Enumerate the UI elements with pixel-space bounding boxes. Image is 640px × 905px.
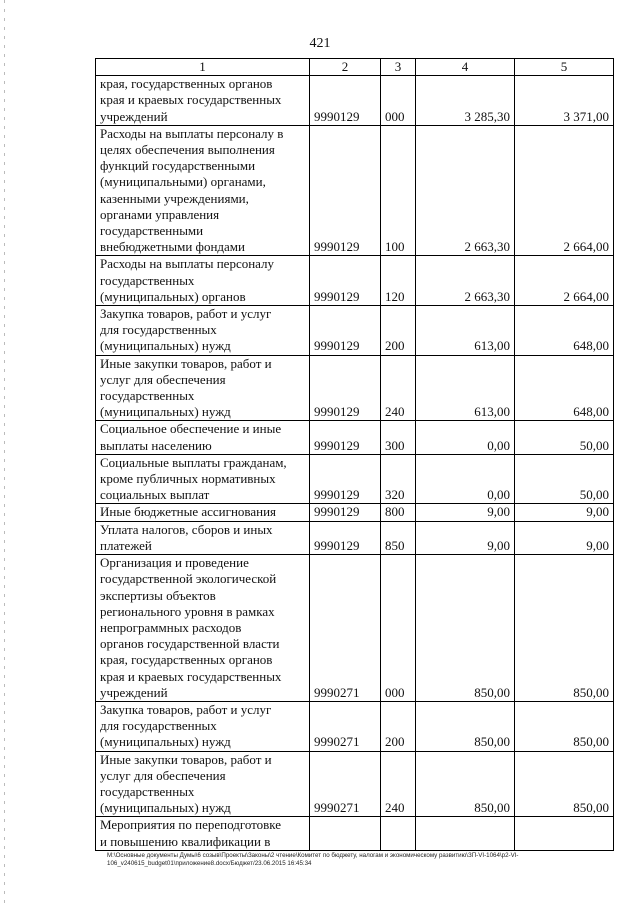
description-line: органами управления	[100, 206, 220, 222]
row-description	[96, 76, 310, 126]
expense-type-code: 240	[381, 751, 416, 817]
header-row	[96, 59, 614, 76]
amount-col4: 613,00	[416, 306, 515, 356]
description-line: учреждений	[100, 684, 168, 700]
description-line: учреждений	[100, 108, 168, 124]
row-description	[96, 751, 310, 817]
amount-col5: 3 371,00	[515, 76, 614, 126]
target-article-code: 9990129	[310, 306, 381, 356]
target-article-code: 9990129	[310, 504, 381, 521]
expense-type-code: 200	[381, 306, 416, 356]
description-line: внебюджетными фондами	[100, 239, 245, 255]
column-header-2: 2	[310, 59, 381, 76]
footer-line: M:\Основные документы Думы\6 созыв\Проекты\Законы\2 чтение\Комитет по бюджету, налогам и экономическому развитию\ЗП-VI-1064\р2-VI-	[107, 852, 519, 859]
table-row	[96, 751, 614, 817]
table-row	[96, 256, 614, 306]
amount-col4: 613,00	[416, 355, 515, 421]
row-description	[96, 701, 310, 751]
expense-type-code: 320	[381, 454, 416, 504]
amount-col4: 850,00	[416, 555, 515, 702]
target-article-code: 9990271	[310, 555, 381, 702]
description-line: (муниципальных) нужд	[100, 800, 231, 816]
amount-col4: 2 663,30	[416, 125, 515, 256]
table-row	[96, 555, 614, 702]
description-line: Расходы на выплаты персоналу	[100, 256, 275, 272]
amount-col5: 50,00	[515, 421, 614, 454]
amount-col5: 2 664,00	[515, 256, 614, 306]
expense-type-code: 000	[381, 76, 416, 126]
description-line: государственных	[100, 272, 195, 288]
description-line: услуг для обеспечения	[100, 371, 226, 387]
expense-type-code: 240	[381, 355, 416, 421]
description-line: для государственных	[100, 718, 217, 734]
row-description	[96, 256, 310, 306]
description-line: государственных	[100, 388, 195, 404]
expense-type-code	[381, 817, 416, 850]
table-row	[96, 454, 614, 504]
description-line: (муниципальных) нужд	[100, 404, 231, 420]
description-line: Социальное обеспечение и иные	[100, 421, 282, 437]
description-line: органов государственной власти	[100, 636, 280, 652]
target-article-code: 9990271	[310, 751, 381, 817]
row-description	[96, 555, 310, 702]
row-description	[96, 504, 310, 521]
amount-col4: 9,00	[416, 521, 515, 554]
amount-col5: 2 664,00	[515, 125, 614, 256]
amount-col4: 0,00	[416, 421, 515, 454]
description-line: края и краевых государственных	[100, 92, 282, 108]
description-line: края, государственных органов	[100, 76, 273, 92]
description-line: Социальные выплаты гражданам,	[100, 454, 287, 470]
description-line: (муниципальных) органов	[100, 288, 246, 304]
description-line: государственной экологической	[100, 571, 277, 587]
description-line: государственных	[100, 783, 195, 799]
amount-col4: 0,00	[416, 454, 515, 504]
amount-col4: 850,00	[416, 701, 515, 751]
description-line: Закупка товаров, работ и услуг	[100, 701, 272, 717]
column-header-1: 1	[96, 59, 310, 76]
expense-type-code: 000	[381, 555, 416, 702]
amount-col4: 9,00	[416, 504, 515, 521]
amount-col5: 9,00	[515, 521, 614, 554]
description-line: Иные закупки товаров, работ и	[100, 355, 272, 371]
amount-col5	[515, 817, 614, 850]
description-line: услуг для обеспечения	[100, 767, 226, 783]
description-line: (муниципальных) нужд	[100, 734, 231, 750]
target-article-code: 9990129	[310, 421, 381, 454]
description-line: (муниципальными) органами,	[100, 174, 266, 190]
description-line: (муниципальных) нужд	[100, 338, 231, 354]
row-description	[96, 421, 310, 454]
target-article-code: 9990129	[310, 454, 381, 504]
table-row	[96, 701, 614, 751]
description-line: Закупка товаров, работ и услуг	[100, 306, 272, 322]
description-line: выплаты населению	[100, 437, 212, 453]
description-line: экспертизы объектов	[100, 587, 216, 603]
amount-col4: 3 285,30	[416, 76, 515, 126]
table-header	[96, 59, 614, 76]
description-line: казенными учреждениями,	[100, 190, 249, 206]
row-description	[96, 454, 310, 504]
expense-type-code: 300	[381, 421, 416, 454]
description-line: непрограммных расходов	[100, 619, 242, 635]
description-line: социальных выплат	[100, 487, 210, 503]
amount-col5: 850,00	[515, 701, 614, 751]
row-description	[96, 817, 310, 850]
amount-col5: 648,00	[515, 306, 614, 356]
target-article-code: 9990129	[310, 521, 381, 554]
expense-type-code: 120	[381, 256, 416, 306]
amount-col4	[416, 817, 515, 850]
row-description	[96, 306, 310, 356]
target-article-code: 9990129	[310, 256, 381, 306]
target-article-code: 9990271	[310, 701, 381, 751]
row-description	[96, 125, 310, 256]
description-line: Организация и проведение	[100, 555, 249, 571]
description-line: кроме публичных нормативных	[100, 471, 276, 487]
description-line: Расходы на выплаты персоналу в	[100, 125, 284, 141]
description-line: Мероприятия по переподготовке	[100, 817, 282, 833]
description-line: Иные бюджетные ассигнования	[100, 504, 277, 520]
target-article-code: 9990129	[310, 125, 381, 256]
row-description	[96, 521, 310, 554]
target-article-code	[310, 817, 381, 850]
table-body	[96, 76, 614, 851]
footer-line: 106_v240615_budget01\приложение8.docx/Бюджет/23.06.2015 16:45:34	[107, 860, 312, 867]
amount-col5: 9,00	[515, 504, 614, 521]
table-row	[96, 521, 614, 554]
amount-col5: 648,00	[515, 355, 614, 421]
table-row	[96, 355, 614, 421]
table-row	[96, 125, 614, 256]
description-line: регионального уровня в рамках	[100, 603, 275, 619]
expense-type-code: 100	[381, 125, 416, 256]
description-line: функций государственными	[100, 158, 256, 174]
table-row	[96, 76, 614, 126]
column-header-4: 4	[416, 59, 515, 76]
column-header-3: 3	[381, 59, 416, 76]
target-article-code: 9990129	[310, 76, 381, 126]
description-line: государственными	[100, 223, 204, 239]
row-description	[96, 355, 310, 421]
amount-col5: 50,00	[515, 454, 614, 504]
table-row	[96, 817, 614, 850]
description-line: платежей	[100, 537, 152, 553]
amount-col4: 850,00	[416, 751, 515, 817]
scan-edge-mark	[4, 0, 5, 905]
column-header-5: 5	[515, 59, 614, 76]
description-line: и повышению квалификации в	[100, 833, 271, 849]
page-number: 421	[309, 36, 331, 51]
target-article-code: 9990129	[310, 355, 381, 421]
description-line: Иные закупки товаров, работ и	[100, 751, 272, 767]
amount-col4: 2 663,30	[416, 256, 515, 306]
table-row	[96, 504, 614, 521]
table-row	[96, 421, 614, 454]
file-path-footer	[107, 852, 617, 868]
description-line: края, государственных органов	[100, 652, 273, 668]
budget-table	[95, 58, 614, 851]
table-row	[96, 306, 614, 356]
expense-type-code: 200	[381, 701, 416, 751]
amount-col5: 850,00	[515, 751, 614, 817]
description-line: целях обеспечения выполнения	[100, 142, 275, 158]
description-line: края и краевых государственных	[100, 668, 282, 684]
description-line: для государственных	[100, 322, 217, 338]
expense-type-code: 800	[381, 504, 416, 521]
amount-col5: 850,00	[515, 555, 614, 702]
expense-type-code: 850	[381, 521, 416, 554]
description-line: Уплата налогов, сборов и иных	[100, 521, 273, 537]
